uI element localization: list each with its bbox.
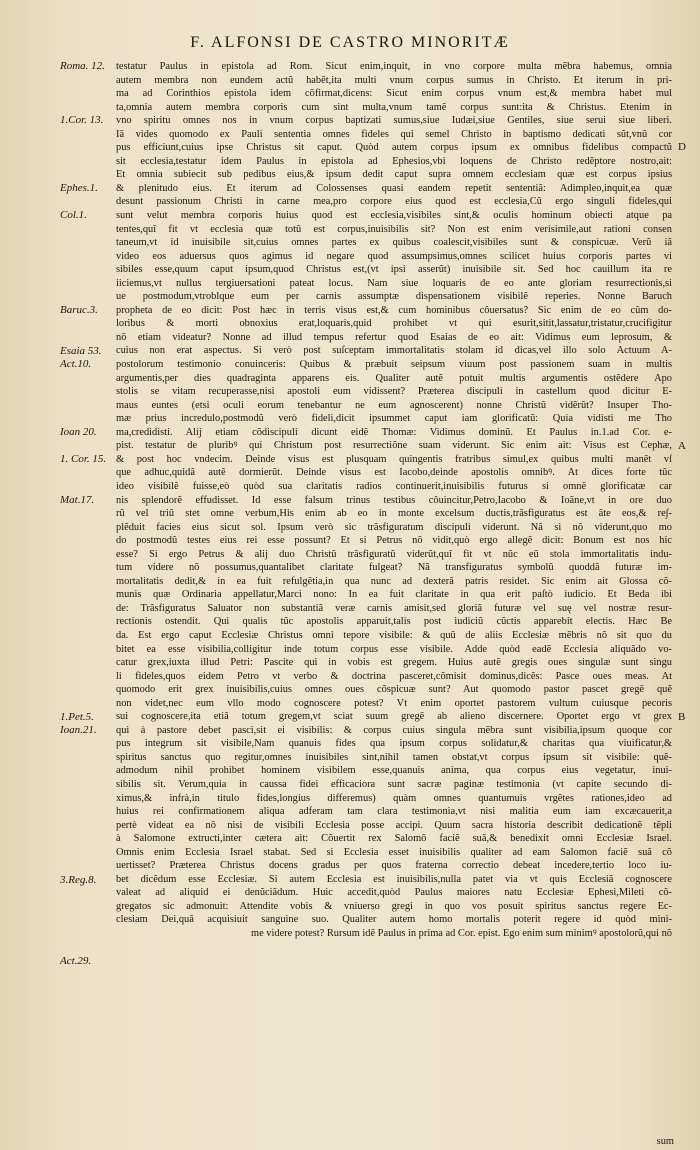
text-line: non videt,nec eum vllo modo cognoscere potest? Vt enim oportet pastorem vultum cuiusque pecoris — [116, 697, 672, 709]
text-line: li fideles,quos eidem Petro vt verbo & doctrina pasceret,cõmisit dominus,dicẽs: Pasce oues meas. At — [116, 670, 672, 682]
text-line: postolorum testimonio conuinceris: Quibus & præbuit seipsum viuum post passionem suam in multis — [116, 359, 672, 371]
margin-citation: Mat.17. — [60, 493, 95, 506]
text-line: nis splendorẽ effudisset. Id esse falsum trinus testibus côuincitur,Petro,Iacobo & Ioãne,vt in ore duo — [116, 494, 672, 506]
text-line: ue postmodum,vtroblque eum per carnis assumptæ dispensationem visibilẽ reperies. Nonne Baruch — [116, 291, 672, 303]
text-line: mortalitatis dedit,& in ea fuit refulgẽtia,in qua nunc ad dexterã patris residet. Sic enim ait Glossa cõ- — [116, 575, 672, 587]
text-line: quomodo erit grex inuisibilis,cuius omnes oues cõspicuæ sunt? Aut quomodo pastor pascet gregẽ quẽ — [116, 684, 672, 696]
section-letter: A — [678, 439, 686, 452]
text-line: pertè videat ea nõ nisi de visibili Ecclesia posse accipi. Quum sacra historia describit dedicationẽ tẽpli — [116, 819, 672, 831]
margin-citation: Ioan.21. — [60, 724, 97, 737]
text-line: bitet ea esse visibilia,colligitur inde totum corpus esse visibile. Adde quòd eadẽ Ecclesia aliquãdo vo- — [116, 643, 672, 655]
text-line: huius rei confirmationem aliqua adferam tam clara testimonia,vt nisi malitia eum iam excæcauerit,a — [116, 806, 672, 818]
text-line: autem membra non eundem actũ habẽt,ita multi vnum corpus sumus in Christo. Et iterum in pri- — [116, 74, 672, 86]
margin-citation: Act.29. — [60, 954, 92, 967]
text-line: tentes,quî fit vt ecclesia quæ totũ est corpus,inuisibilis sit? Non est enim verisimile,aut rationi consen — [116, 223, 672, 235]
text-line: argumentis,per dies quadraginta apparens eis. Qualiter autẽ potuit multis argumentis ostẽdere Apo — [116, 372, 672, 384]
text-line: ma,credidisti. Alij etiam cõdiscipuli dicunt eidẽ Thomæ: Vidimus dominũ. Et Paulus in.1.ad Cor. e- — [116, 426, 672, 438]
margin-citation: Col.1. — [60, 209, 87, 222]
text-line: munis quæ Ordinaria appellatur,Marci nono: In ea fuit claritate in qua erit paſtò iudicio. Et Beda ibi — [116, 589, 672, 601]
margin-citation: Esaia 53. — [60, 344, 102, 357]
text-line: bet dicẽdum esse Ecclesiæ. Si autem Ecclesia est inuisibilis,nulla patet via vt quis Ecclesiã cognoscere — [116, 873, 672, 885]
text-line: & plenitudo eius. Et iterum ad Colossenses quasi eandem repetit sententiã: Adimpleo,inquit,ea quæ — [116, 182, 672, 194]
text-line: sibiles esse,quum caput ipsum,quod Christus est,(vt ipsi asserũt) inuisibile sit. Sed hoc cauillum ita re — [116, 264, 672, 276]
text-line: de: Trãsfiguratus Saluator non substantiã veræ carnis amisit,sed gloriã futuræ vel suę vel nostræ resur- — [116, 602, 672, 614]
margin-citation: Ioan 20. — [60, 426, 97, 439]
text-line: ximus,& infrà,in titulo fides,longius differemus) quàm omnes quantumuis vrgẽtes rationes,ideo ad — [116, 792, 672, 804]
text-line: sit ecclesia,testatur idem Paulus in epistola ad Ephesios,vbi loquens de Christo redẽptore nostro,ait: — [116, 155, 672, 167]
text-line: vno spiritu omnes nos in vnum corpus baptizati sumus,siue Iudæi,siue Gentiles, siue serui siue liberi. — [116, 115, 672, 127]
margin-citation: 1.Cor. 13. — [60, 114, 104, 127]
text-line: sui cognoscere,ita etiã totum gregem,vt sciat suum gregẽ ab alieno discernere. Oportet ergo vt grex — [116, 711, 672, 723]
text-line: maus euntes (etsi oculi eorum tenebantur ne eum agnoscerent) nonne Christũ vidẽrũt? Insuper Tho- — [116, 399, 672, 411]
margin-citation: Ephes.1. — [60, 182, 98, 195]
text-line: valeat ad aliquid ei denũciãdum. Huic accedit,quòd Paulus maiores natu Ecclesiæ Ephesi,Mileti cõ- — [116, 887, 672, 899]
text-line: do postmodũ testes eius rei esse possunt? Et si Petrus nõ vidit,quò ergo allegẽ dicit: Bonum est nos hic — [116, 535, 672, 547]
text-line: ta,omnia autem membra corporis cum sint multa,vnum tamẽ corpus sunt:ita & Christus. Etenim in — [116, 101, 672, 113]
section-letter: B — [678, 710, 686, 723]
text-line: pus integrum sit visibile,Nam quanuis fides qua ipsum corpus solidatur,& charitas qua viuificatur,& — [116, 738, 672, 750]
body-text — [116, 60, 672, 941]
margin-citation: 1.Pet.5. — [60, 710, 94, 723]
text-line: que adhuc,quidã autẽ dormierũt. Deinde visus est Iacobo,deinde apostolis omnibꝰ. At dices forte tũc — [116, 467, 672, 479]
margin-citation: Baruc.3. — [60, 304, 98, 317]
text-line: plẽduit facies eius sicut sol. Ipsum verò sic trãsfiguratum discipuli viderunt. Nã si nõ viderunt,quo mo — [116, 521, 672, 533]
text-line: rectionis ostendit. Qui qualis tũc apostolis apparuit,talis post iudiciũ cũctis apparebit electis. Hæc Be — [116, 616, 672, 628]
text-line: me videre potest? Rursum idẽ Paulus in prima ad Cor. epist. Ego enim sum minimꝰ apostolorũ,qui nõ — [251, 928, 672, 939]
text-line: & post hoc vndecim. Deinde visus est plusquam quingentis fratribus simul,ex quibus multi manẽt vſ — [116, 453, 672, 465]
text-line: clesiam Dei,quã acquisiuit sanguine suo. Qualiter autem homo mortalis poterit regere id quòd mini- — [116, 914, 672, 926]
margin-citation: 1. Cor. 15. — [60, 453, 107, 466]
text-line: pus efficiunt,cuius ipse Christus sit caput. Quòd autem corpus ipsum ex omnibus fidelibus compactũ — [116, 142, 672, 154]
text-line: sunt velut membra corporis huius quod est ecclesia,visibiles sint,& oculis hominum obiecti atque pa — [116, 210, 672, 222]
text-line: ma ad Corinthios epistola idem cõfirmat,dicens: Sicut enim corpus vnum est,& membra habet mul — [116, 88, 672, 100]
text-line: gregatos sic admonuit: Attendite vobis & vniuerso gregi in quo vos posuit spiritus sanctus regere Ec- — [116, 900, 672, 912]
text-line: uertisset? Præterea Christus docens gradus per quos fraterna correctio debeat incedere,tertio loco iu- — [116, 860, 672, 872]
margin-citation: 3.Reg.8. — [60, 873, 97, 886]
text-line: à Salomone extructi,inter cætera ait: Cõuertit rex Salomõ faciẽ suã,& benedixit omni Ecclesiæ Israel. — [116, 833, 672, 845]
text-line: nõ etiam videatur? Nonne ad illud tempus refertur quod Esaias de eo ait: Vidimus eum leprosum, & — [116, 331, 672, 343]
catchword: sum — [656, 1136, 674, 1147]
text-line: ideo visibilẽ fuisse,eò quòd sua claritatis radios continuerit,inuisibilis futurus si omnẽ glorificatæ car — [116, 480, 672, 492]
text-line: tum videre nõ possumus,quantalibet claritate fulgeat? Nã transfiguratus symbolũ quoddã futuræ im- — [116, 562, 672, 574]
text-line: Et omnia subiecit sub pedibus eius,& ipsum dedit caput supra omnem ecclesiam quæ est corpus ipsius — [116, 169, 672, 181]
text-line: testatur Paulus in epistola ad Rom. Sicut enim,inquit, in vno corpore multa mẽbra habemus, omnia — [116, 61, 672, 72]
text-line: da. Est ergo caput Ecclesiæ Christus omni tepore visibile: & quũ de aliis Ecclesiæ mẽbris nõ sit quo du — [116, 629, 672, 641]
text-line: cuius non erat aspectus. Si verò post suſceptam immortalitatis stolam id dicas,vel illo solo Actuum A- — [116, 345, 672, 357]
text-line: loribus & morti obnoxius erat,loquaris,quid prohibet vt qui esurit,sitit,lassatur,tristatur,crucifigitur — [116, 318, 672, 330]
margin-citation: Act.10. — [60, 358, 92, 371]
text-line: rũ vel triũ stet omne verbum,His enim ab eo in monte excelsum ductis,trãsfiguratus est ãte eos,& re∫- — [116, 508, 672, 520]
text-line: taneum,vt id inuisibile sit,cuius omnes partes ex quibus coalescit,visibiles sunt & conspicuæ. Verũ iã — [116, 237, 672, 249]
margin-citation: Roma. 12. — [60, 60, 105, 72]
text-line: stolis se vitam recuperasse,nisi apostoli eum vidissent? Præterea discipuli in castellum quod dicitur E- — [116, 386, 672, 398]
text-line: propheta de eo dicit: Post hæc in terris visus est,& cum hominibus côuersatus? Sic enim de eo cũm do- — [116, 304, 672, 316]
section-letter: D — [678, 141, 686, 154]
text-line: Iã vides quomodo ex Pauli sententia omnes fideles qui semel Christo in baptismo dedicati sũt,vnũ cor — [116, 128, 672, 140]
margin-notes — [0, 0, 116, 1150]
text-line: qui à pastore debet pasci,sit ei visibilis: & corpus cuius singula mẽbra sunt visibilia,ipsum quoque cor — [116, 724, 672, 736]
text-line: pist. testatur de pluribꝰ qui Christum post resurrectiõne suam viderunt. Sic enim ait: Visus est Cephæ, — [116, 440, 672, 452]
text-line: sibilis sit. Verum,quia in caussa fidei efficaciora sunt sacræ paginæ testimonia (vt capite secundo di- — [116, 778, 672, 790]
text-line: desunt passionum Christi in carne mea,pro corpore eius quod est ecclesia,Cũ ergo singuli fideles,qui — [116, 196, 672, 208]
text-line: catur grex,iuxta illud Petri: Pascite qui in vobis est gregem. Huius autẽ gregis oues singulæ sunt singu — [116, 657, 672, 669]
text-line: esse? Si ergo Petrus & alij duo Christũ trãsfiguratũ viderũt,quî fit vt nũc eũ stola immortalitatis indu- — [116, 548, 672, 560]
text-line: spiritus sanctus quo regitur,omnes inuisibiles sint,nihil tamen obstat,vt corpus ipsum sit visibile: quẽ- — [116, 751, 672, 763]
text-line: iiciemus,vt nullus tergiuersationi pateat locus. Nam siue loquaris de eo ante gloriam resurrectionis,si — [116, 277, 672, 289]
text-line: mæ prius incredulo,postmodũ verò fideli,dicit ipsummet caput iam glorificatũ: Quia vidisti me Tho — [116, 413, 672, 425]
text-line: Omnis enim Ecclesia Israel stabat. Sed si Ecclesia esset inuisibilis qualiter ad eam Salomon faciẽ suã cõ — [116, 846, 672, 858]
text-line: video eos aduersus quos agimus id negare quod assumpsimus,omnes scilicet huius corporis partes vi — [116, 250, 672, 262]
text-line: admodum nihil prohibet hominem visibilem esse,quanuis anima, qua corpus eius vegetatur, inui- — [116, 765, 672, 777]
running-head: F. ALFONSI DE CASTRO MINORITÆ — [190, 34, 510, 51]
